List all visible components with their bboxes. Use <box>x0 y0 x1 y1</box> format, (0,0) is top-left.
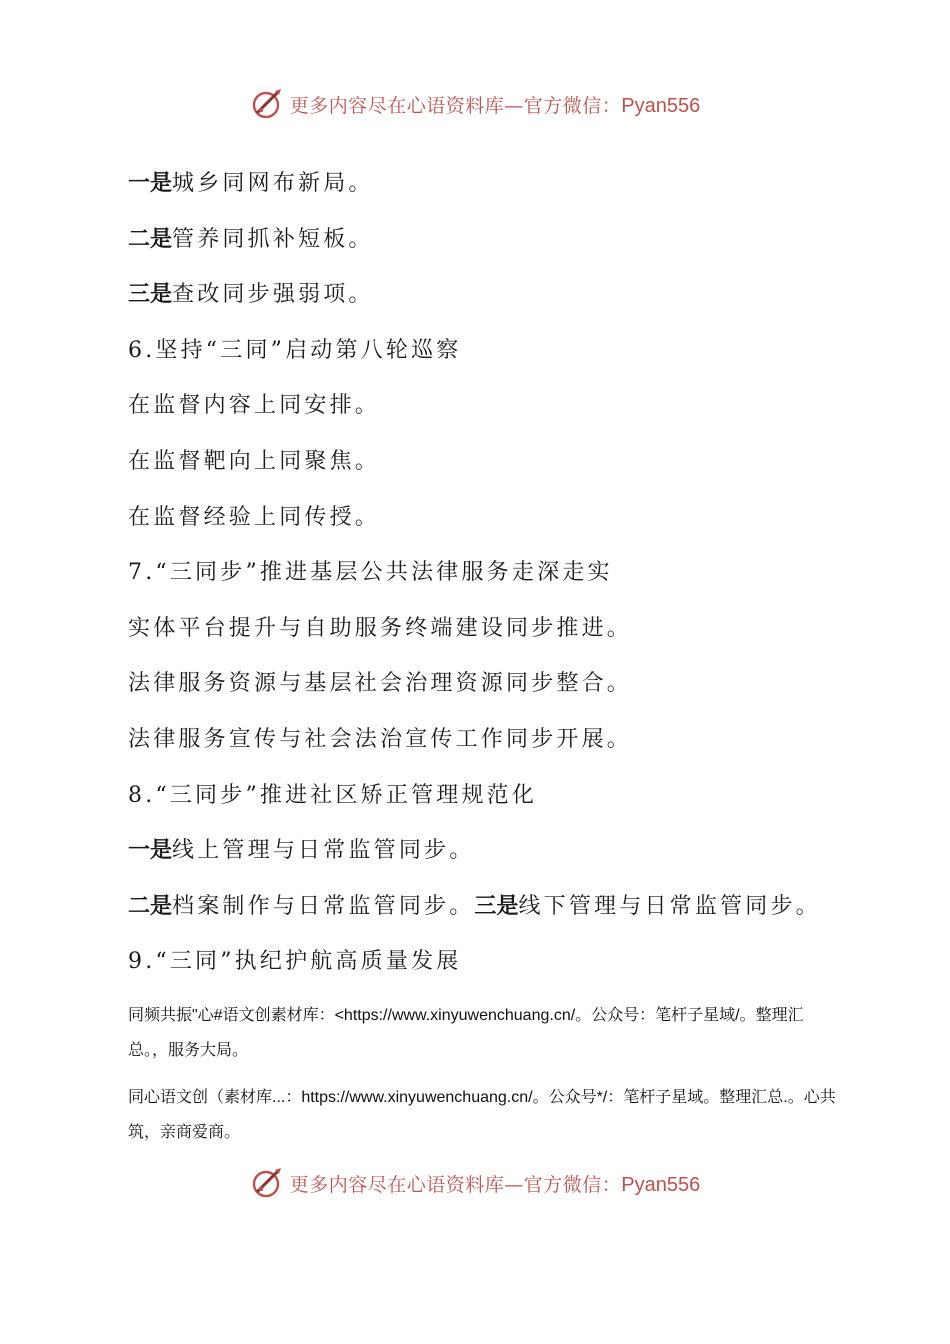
line-text: 线下管理与日常监管同步。 <box>518 893 821 919</box>
body-line-combined <box>128 883 838 939</box>
header-banner-text: 更多内容尽在心语资料库—官方微信：Pyan556 <box>289 94 701 117</box>
footer-banner <box>0 1161 950 1205</box>
body-line <box>128 716 838 772</box>
section-heading <box>128 772 838 828</box>
body-line <box>128 382 838 438</box>
line-text: 线上管理与日常监管同步。 <box>172 838 475 864</box>
body-line <box>128 660 838 716</box>
line-text: 档案制作与日常监管同步。 <box>172 893 475 919</box>
line-text: 查改同步强弱项。 <box>172 282 374 308</box>
line-lead: 三是 <box>474 893 519 919</box>
body-line <box>128 271 838 327</box>
footer-banner-id: Pyan556 <box>621 1173 701 1196</box>
line-text: 在监督经验上同传授。 <box>128 504 381 530</box>
pen-logo-icon <box>250 86 286 122</box>
line-lead: 三是 <box>128 282 173 308</box>
line-text: 7.“三同步”推进基层公共法律服务走深走实 <box>128 560 613 586</box>
body-line <box>128 827 838 883</box>
header-banner-id: Pyan556 <box>621 94 701 117</box>
source-note: 同频共振"心#语文创素材库：<https://www.xinyuwenchuang.cn/。公众号：笔杆子星域/。整理汇总。，服务大局。 <box>128 1007 804 1059</box>
section-heading <box>128 327 838 383</box>
section-heading <box>128 549 838 605</box>
header-banner <box>0 82 950 126</box>
line-text: 在监督内容上同安排。 <box>128 393 381 419</box>
line-text: 法律服务宣传与社会法治宣传工作同步开展。 <box>128 726 633 752</box>
body-line <box>128 160 838 216</box>
document-body <box>128 160 838 994</box>
source-note: 同心语文创（素材库...：https://www.xinyuwenchuang.cn/。公众号*/：笔杆子星域。整理汇总.。心共筑，亲商爱商。 <box>128 1089 836 1141</box>
line-lead: 一是 <box>128 171 173 196</box>
body-line <box>128 605 838 661</box>
section-heading <box>128 938 838 994</box>
line-text: 法律服务资源与基层社会治理资源同步整合。 <box>128 671 633 697</box>
line-text: 城乡同网布新局。 <box>172 171 374 196</box>
body-line <box>128 438 838 494</box>
line-text: 9.“三同”执纪护航高质量发展 <box>128 949 462 975</box>
source-notes <box>128 998 840 1162</box>
line-lead: 二是 <box>128 226 173 252</box>
pen-logo-icon <box>250 1165 286 1201</box>
line-lead: 二是 <box>128 893 173 919</box>
body-line <box>128 216 838 272</box>
line-text: 实体平台提升与自助服务终端建设同步推进。 <box>128 615 633 641</box>
footer-banner-text: 更多内容尽在心语资料库—官方微信：Pyan556 <box>289 1173 701 1196</box>
line-text: 管养同抓补短板。 <box>172 226 374 252</box>
line-lead: 一是 <box>128 838 173 864</box>
line-text: 6.坚持“三同”启动第八轮巡察 <box>128 337 462 363</box>
body-line <box>128 494 838 550</box>
line-text: 在监督靶向上同聚焦。 <box>128 448 381 474</box>
line-text: 8.“三同步”推进社区矫正管理规范化 <box>128 782 538 808</box>
